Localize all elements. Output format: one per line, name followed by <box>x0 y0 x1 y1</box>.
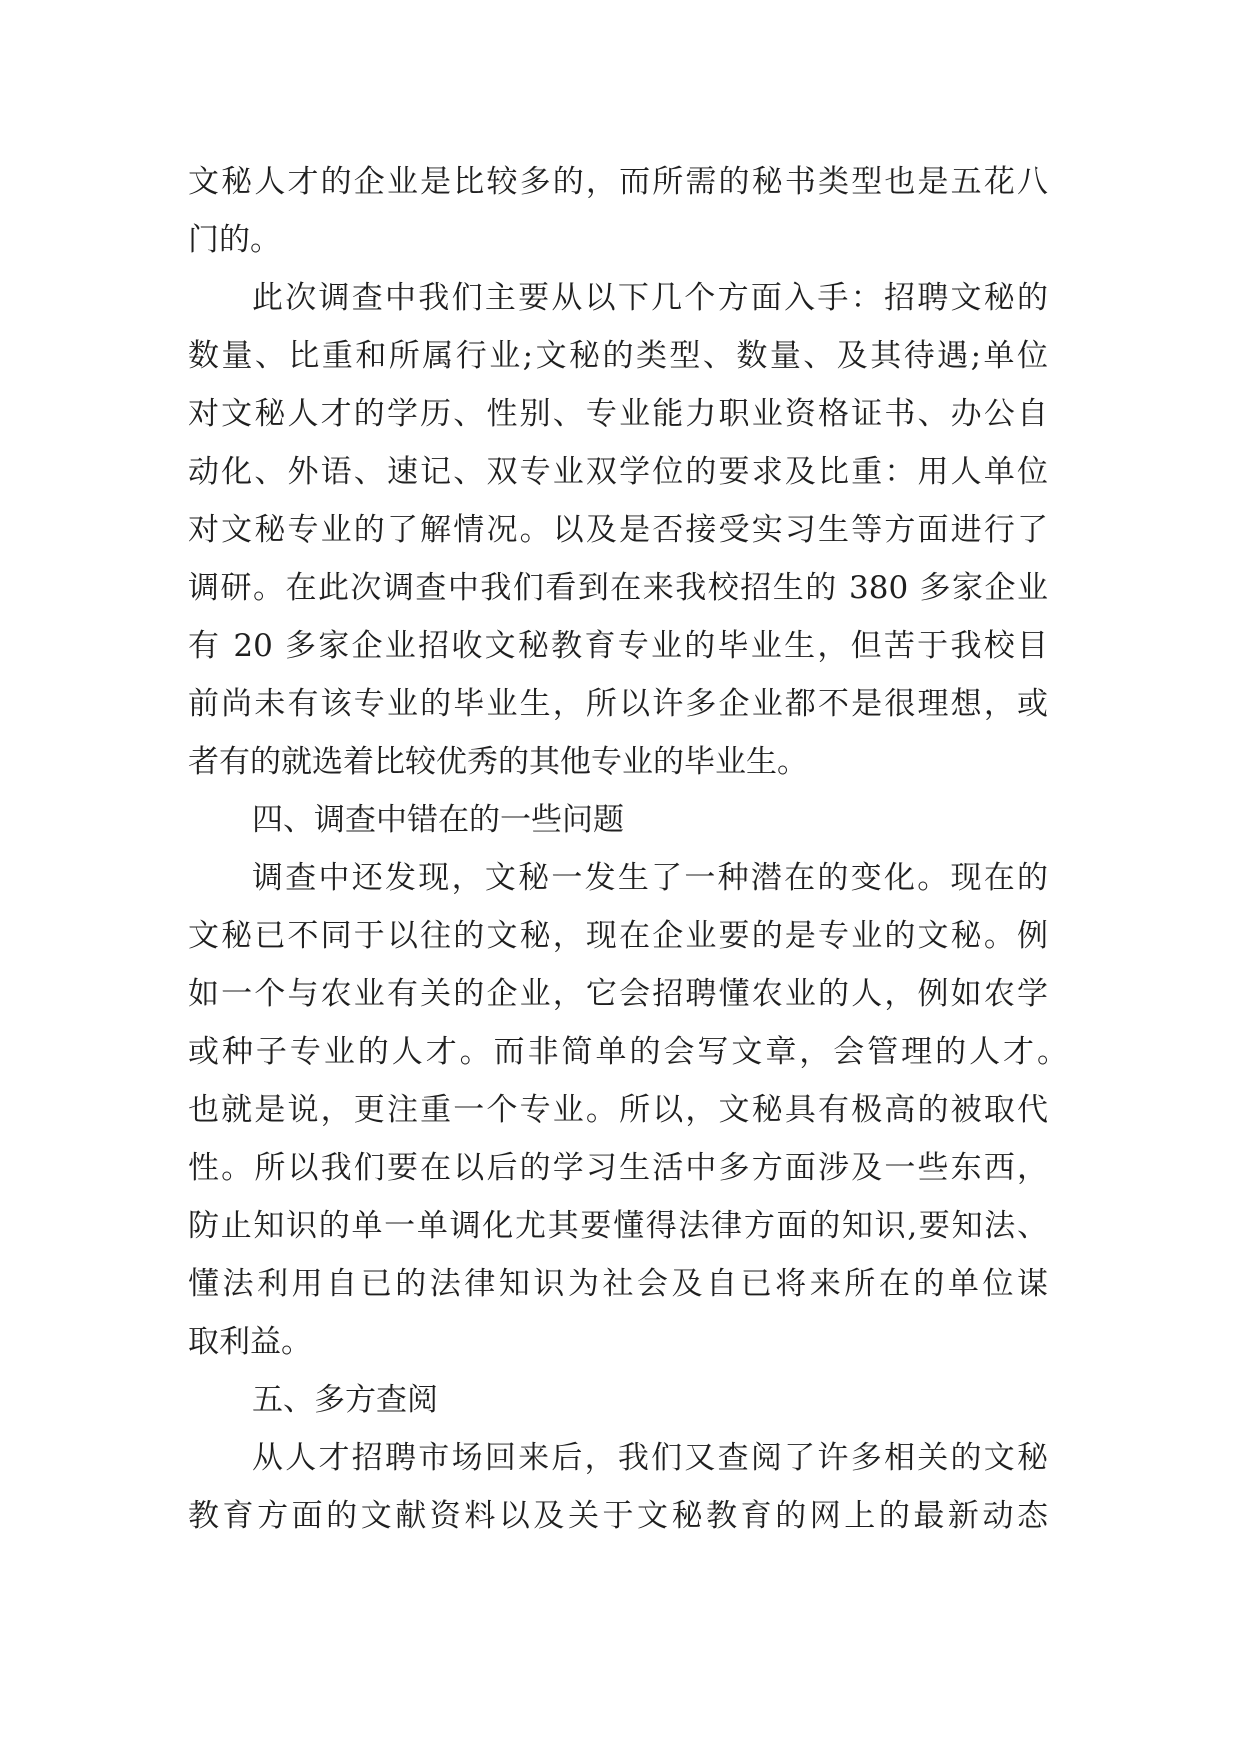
paragraph-first-line: 调查中还发现，文秘一发生了一种潜在的变化。现在的 <box>252 860 1048 896</box>
body-text-line: 调研。在此次调查中我们看到在来我校招生的 380 多家企业 <box>188 570 1048 606</box>
body-text-line: 者有的就选着比较优秀的其他专业的毕业生。 <box>188 744 808 780</box>
body-text-line: 文秘已不同于以往的文秘，现在企业要的是专业的文秘。例 <box>188 918 1048 954</box>
body-text-line: 对文秘专业的了解情况。以及是否接受实习生等方面进行了 <box>188 512 1048 548</box>
body-text-line: 性。所以我们要在以后的学习生活中多方面涉及一些东西， <box>188 1150 1048 1186</box>
body-text-line: 数量、比重和所属行业;文秘的类型、数量、及其待遇;单位 <box>188 338 1048 374</box>
body-text-line: 或种子专业的人才。而非简单的会写文章，会管理的人才。 <box>188 1034 1068 1070</box>
body-text-line: 教育方面的文献资料以及关于文秘教育的网上的最新动态 <box>188 1498 1048 1534</box>
body-text-line: 懂法利用自已的法律知识为社会及自已将来所在的单位谋 <box>188 1266 1048 1302</box>
paragraph-first-line: 从人才招聘市场回来后，我们又查阅了许多相关的文秘 <box>252 1440 1048 1476</box>
body-text-line: 前尚未有该专业的毕业生，所以许多企业都不是很理想，或 <box>188 686 1048 722</box>
body-text-line: 如一个与农业有关的企业，它会招聘懂农业的人，例如农学 <box>188 976 1048 1012</box>
body-text-line: 也就是说，更注重一个专业。所以，文秘具有极高的被取代 <box>188 1092 1048 1128</box>
paragraph-first-line: 此次调查中我们主要从以下几个方面入手：招聘文秘的 <box>252 280 1048 316</box>
body-text-line: 有 20 多家企业招收文秘教育专业的毕业生，但苦于我校目 <box>188 628 1048 664</box>
body-text-line: 对文秘人才的学历、性别、专业能力职业资格证书、办公自 <box>188 396 1048 432</box>
body-text-line: 文秘人才的企业是比较多的，而所需的秘书类型也是五花八 <box>188 164 1048 200</box>
body-text-line: 门的。 <box>188 222 281 258</box>
body-text-line: 动化、外语、速记、双专业双学位的要求及比重：用人单位 <box>188 454 1048 490</box>
section-heading: 四、调查中错在的一些问题 <box>252 802 624 838</box>
body-text-line: 防止知识的单一单调化尤其要懂得法律方面的知识,要知法、 <box>188 1208 1048 1244</box>
body-text-line: 取利益。 <box>188 1324 312 1360</box>
section-heading: 五、多方查阅 <box>252 1382 438 1418</box>
